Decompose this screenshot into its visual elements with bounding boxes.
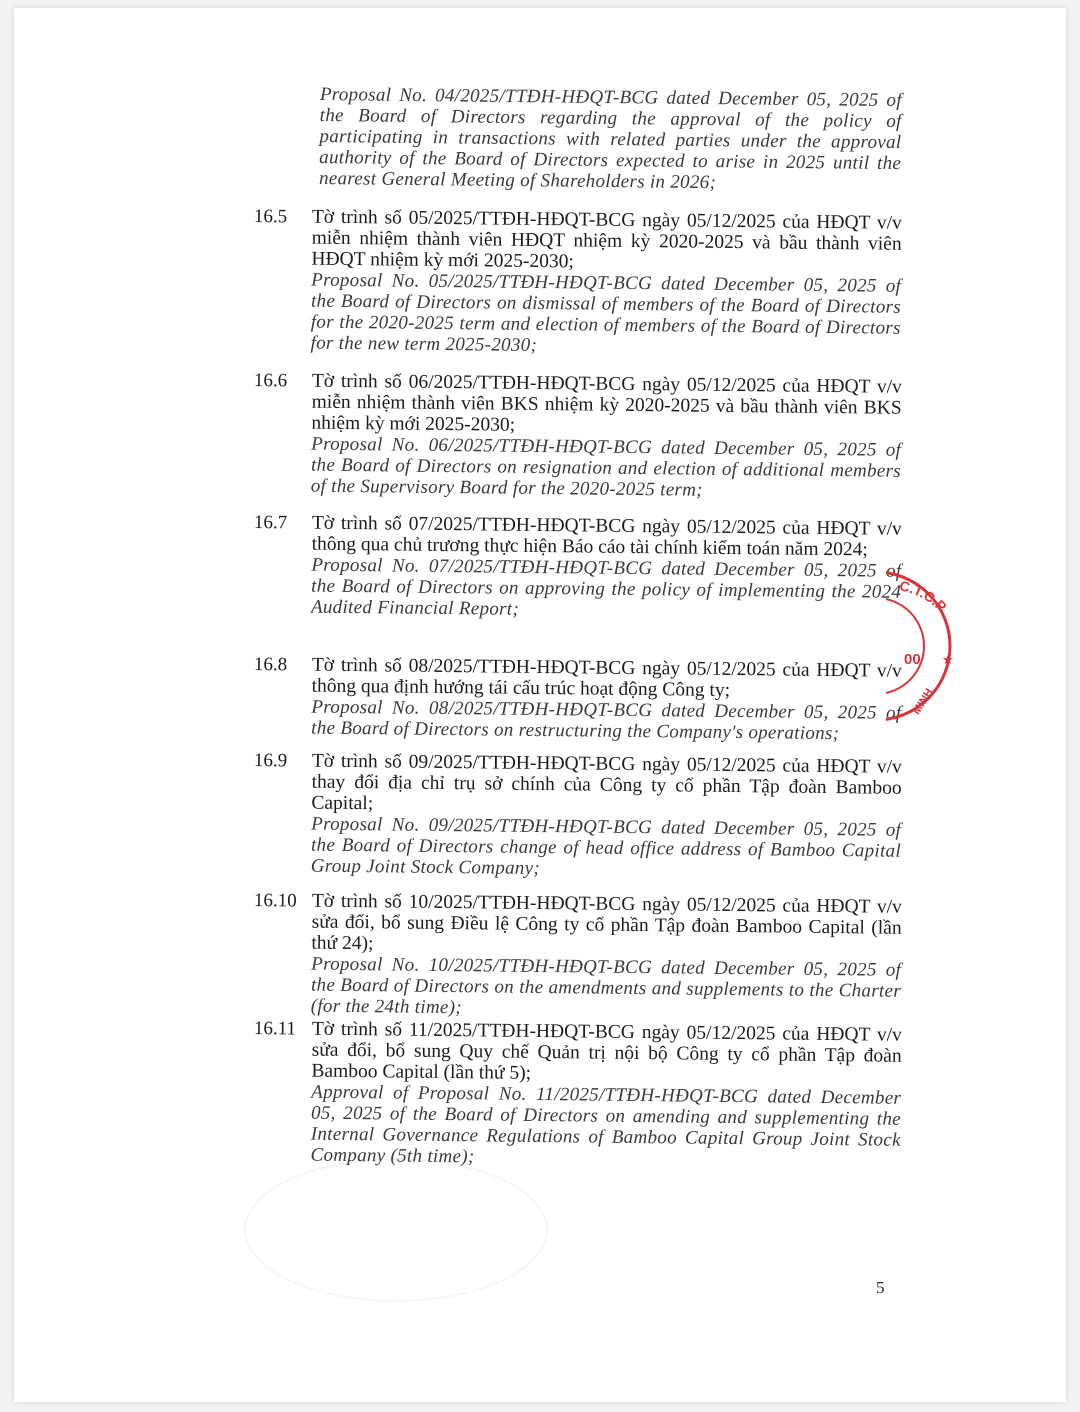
item-body xyxy=(311,891,902,1023)
item-number: 16.7 xyxy=(253,512,288,534)
item-english-text: Proposal No. 09/2025/TTĐH-HĐQT-BCG dated December 05, 2025 of the Board of Directors change of head office address of Bamboo Capital Group Joint Stock Company; xyxy=(310,813,902,880)
item-body xyxy=(311,371,902,503)
item-vietnamese-text: Tờ trình số 06/2025/TTĐH-HĐQT-BCG ngày 05/12/2025 của HĐQT v/v miễn nhiệm thành viên BKS nhiệm kỳ 2020-2025 và bầu thành viên BKS nhiệm kỳ mới 2025-2030; xyxy=(311,370,902,436)
stamp-star-icon: ★ xyxy=(942,653,954,668)
list-item-16-6 xyxy=(253,370,902,503)
item-number: 16.10 xyxy=(253,890,297,912)
item-vietnamese-text: Tờ trình số 10/2025/TTĐH-HĐQT-BCG ngày 05/12/2025 của HĐQT v/v sửa đổi, bổ sung Điều lệ Công ty cổ phần Tập đoàn Bamboo Capital (lần thứ 24); xyxy=(311,890,902,955)
document-page xyxy=(14,8,1066,1402)
item-english-text: Proposal No. 10/2025/TTĐH-HĐQT-BCG dated December 05, 2025 of the Board of Directors on the amendments and supplements to the Charter (for the 24th time); xyxy=(310,953,902,1019)
item-vietnamese-text: Tờ trình số 09/2025/TTĐH-HĐQT-BCG ngày 05/12/2025 của HĐQT v/v thay đổi địa chỉ trụ sở chính của Công ty cổ phần Tập đoàn Bamboo Capital; xyxy=(311,750,902,815)
item-english-text: Proposal No. 06/2025/TTĐH-HĐQT-BCG dated December 05, 2025 of the Board of Directors on resignation and election of additional members of the Supervisory Board for the 2020-2025 term; xyxy=(310,433,902,501)
list-item-16-10 xyxy=(253,890,902,1023)
item-vietnamese-text: Tờ trình số 05/2025/TTĐH-HĐQT-BCG ngày 05/12/2025 của HĐQT v/v miễn nhiệm thành viên HĐQT nhiệm kỳ 2020-2025 và bầu thành viên HĐQT nhiệm kỳ mới 2025-2030; xyxy=(311,206,902,273)
list-item-16-11 xyxy=(252,1018,902,1172)
list-item-16-9 xyxy=(253,750,902,883)
list-item-16-7 xyxy=(253,512,902,624)
document-body xyxy=(14,8,1066,1402)
item-body xyxy=(311,751,902,883)
item-vietnamese-text: Tờ trình số 07/2025/TTĐH-HĐQT-BCG ngày 05/12/2025 của HĐQT v/v thông qua chủ trương thực hiện Báo cáo tài chính kiểm toán năm 2024; xyxy=(311,512,902,561)
page-number: 5 xyxy=(876,1278,885,1297)
stamp-bottom-text: MINH xyxy=(910,686,936,717)
company-stamp xyxy=(886,566,966,726)
item-body xyxy=(311,655,902,745)
item-number: 16.6 xyxy=(253,370,288,392)
item-english-text: Proposal No. 08/2025/TTĐH-HĐQT-BCG dated December 05, 2025 of the Board of Directors on restructuring the Company's operations; xyxy=(311,696,902,745)
item-english-text: Approval of Proposal No. 11/2025/TTĐH-HĐQT-BCG dated December 05, 2025 of the Board of Directors on amending and supplementing the Internal Governance Regulations of Bamboo Capital Group Joint Stock Company (5th time); xyxy=(310,1081,902,1168)
item-vietnamese-text: Tờ trình số 08/2025/TTĐH-HĐQT-BCG ngày 05/12/2025 của HĐQT v/v thông qua định hướng tái cấu trúc hoạt động Công ty; xyxy=(311,654,902,701)
item-body xyxy=(310,207,902,360)
item-english-text: Proposal No. 07/2025/TTĐH-HĐQT-BCG dated December 05, 2025 of the Board of Directors on approving the policy of implementing the 2024 Audited Financial Report; xyxy=(310,554,902,620)
list-item-16-8 xyxy=(253,654,902,745)
item-body xyxy=(311,513,902,624)
list-item-16-5 xyxy=(252,206,902,360)
item-body xyxy=(310,1019,902,1172)
faint-background-seal xyxy=(244,1158,548,1302)
item-number: 16.8 xyxy=(253,654,288,676)
stamp-middle-text: 00 xyxy=(904,651,921,668)
item-number: 16.9 xyxy=(253,750,288,772)
intro-english-text: Proposal No. 04/2025/TTĐH-HĐQT-BCG dated December 05, 2025 of the Board of Directors regarding the approval of the policy of participating in transactions with related parties under the approval authority of the Board of Directors expected to arise in 2025 until the nearest General Meeting of Shareholders in 2026; xyxy=(318,84,902,194)
item-number: 16.5 xyxy=(253,206,288,228)
item-vietnamese-text: Tờ trình số 11/2025/TTĐH-HĐQT-BCG ngày 05/12/2025 của HĐQT v/v sửa đổi, bổ sung Quy chế Quản trị nội bộ Công ty cổ phần Tập đoàn Bamboo Capital (lần thứ 5); xyxy=(311,1018,902,1084)
stamp-seal-icon xyxy=(886,566,966,726)
item-english-text: Proposal No. 05/2025/TTĐH-HĐQT-BCG dated December 05, 2025 of the Board of Directors on dismissal of members of the Board of Directors for the 2020-2025 term and election of members of the Board of Directors for the new term 2025-2030; xyxy=(310,269,902,356)
stamp-top-text: C.T.C.P xyxy=(898,577,950,615)
item-number: 16.11 xyxy=(253,1018,297,1040)
